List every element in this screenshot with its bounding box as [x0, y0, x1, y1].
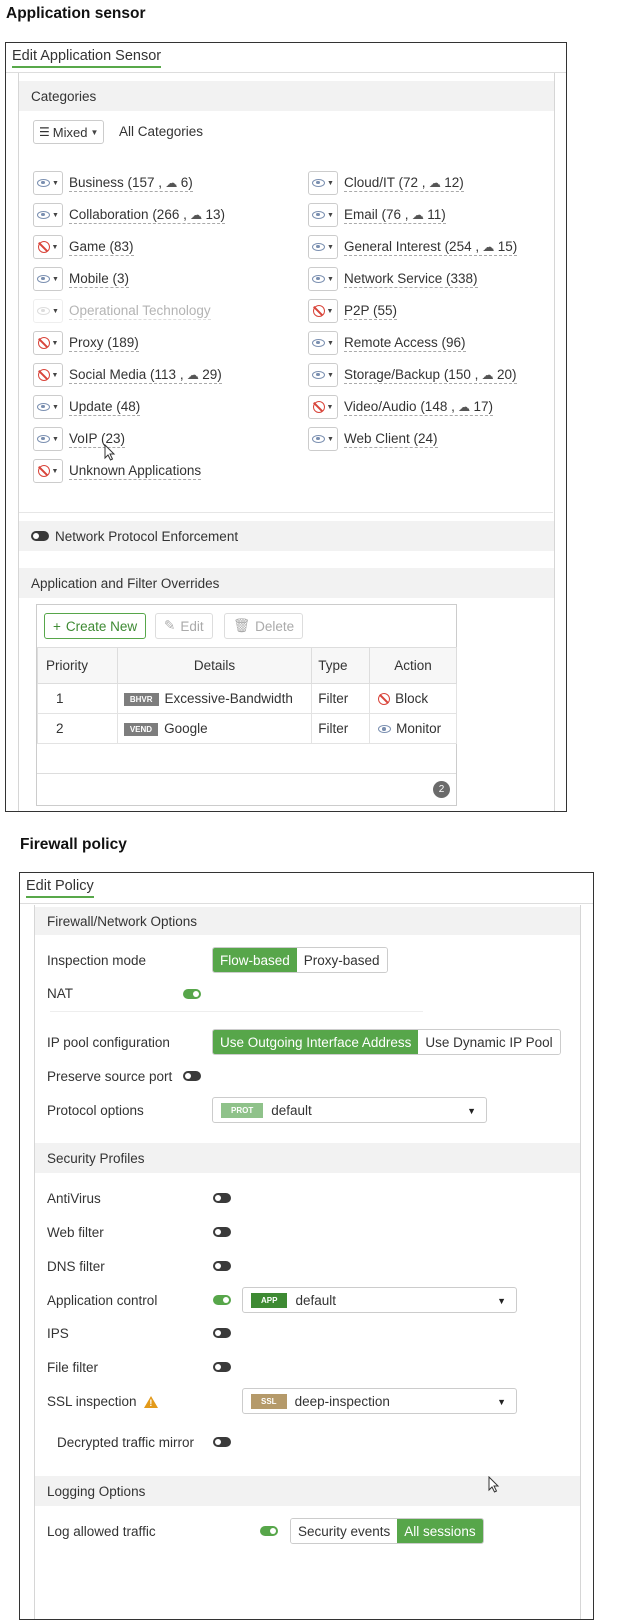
edit-button[interactable]	[155, 613, 213, 639]
category-action-button[interactable]	[308, 299, 338, 323]
overrides-header: Application and Filter Overrides	[19, 568, 554, 598]
protocol-options-value: default	[271, 1102, 312, 1118]
category-action-button[interactable]	[33, 363, 63, 387]
category-action-button[interactable]	[33, 427, 63, 451]
cloud-icon: ☁	[479, 239, 498, 254]
logging-options-header: Logging Options	[35, 1476, 580, 1506]
block-icon	[38, 337, 50, 349]
cloud-icon: ☁	[478, 367, 498, 382]
cloud-count: 13)	[205, 206, 226, 222]
category-label[interactable]	[69, 463, 201, 480]
cloud-count: 17)	[473, 398, 494, 414]
panel-right-rail	[554, 73, 555, 811]
column-header[interactable]: Type	[312, 648, 370, 684]
category-action-button[interactable]	[33, 395, 63, 419]
details-cell	[117, 714, 311, 744]
chevron-down-icon: ▼	[497, 1397, 506, 1407]
action-text: Monitor	[396, 721, 442, 736]
firewall-network-options-header: Firewall/Network Options	[35, 907, 580, 935]
category-name: Business	[69, 174, 124, 190]
category-item	[308, 171, 464, 195]
monitor-icon	[378, 725, 391, 733]
category-count: (113 ,	[146, 366, 184, 382]
monitor-icon	[312, 211, 325, 219]
priority-cell: 1	[38, 684, 118, 714]
category-action-button[interactable]	[308, 235, 338, 259]
dynamic-ip-pool-option[interactable]: Use Dynamic IP Pool	[418, 1030, 559, 1054]
chevron-down-icon: ▼	[52, 211, 59, 219]
category-label[interactable]	[69, 239, 134, 256]
overrides-table-frame	[36, 604, 457, 806]
chevron-down-icon: ▼	[51, 339, 59, 347]
block-icon	[38, 369, 50, 381]
category-label[interactable]	[69, 431, 125, 448]
cloud-icon: ☁	[162, 175, 181, 190]
table-row[interactable]	[38, 714, 457, 744]
title-divider	[6, 72, 566, 73]
monitor-icon	[37, 179, 50, 187]
category-count: (24)	[409, 430, 438, 446]
category-action-button[interactable]	[308, 203, 338, 227]
mixed-label: Mixed	[52, 124, 88, 140]
action-text: Block	[395, 691, 429, 706]
decrypted-traffic-mirror-label: Decrypted traffic mirror	[57, 1435, 195, 1450]
proxy-based-option[interactable]: Proxy-based	[297, 948, 387, 972]
npe-divider	[19, 512, 553, 513]
ip-pool-label: IP pool configuration	[47, 1035, 170, 1050]
category-item	[308, 299, 397, 323]
category-label[interactable]	[69, 303, 211, 320]
category-name: Operational Technology	[69, 302, 211, 318]
panel-left-rail	[18, 73, 19, 811]
category-action-button[interactable]	[308, 363, 338, 387]
table-footer-divider	[37, 773, 456, 774]
block-icon	[313, 401, 325, 413]
category-item	[308, 203, 446, 227]
category-name: Video/Audio	[344, 398, 417, 414]
cloud-icon: ☁	[186, 207, 206, 222]
protocol-options-label: Protocol options	[47, 1103, 144, 1118]
category-count: (148 ,	[416, 398, 455, 414]
category-label[interactable]	[69, 207, 225, 224]
application-control-select[interactable]	[242, 1287, 517, 1313]
log-allowed-traffic-toggle[interactable]	[260, 1526, 278, 1536]
category-action-button[interactable]	[308, 171, 338, 195]
category-action-button[interactable]	[308, 395, 338, 419]
web-filter-toggle[interactable]	[213, 1227, 231, 1237]
category-name: Social Media	[69, 366, 147, 382]
monitor-icon	[37, 211, 50, 219]
mouse-cursor-icon	[104, 444, 116, 462]
category-count: (76 ,	[377, 206, 409, 222]
category-count: (266 ,	[148, 206, 187, 222]
monitor-icon	[312, 179, 325, 187]
chevron-down-icon: ▼	[51, 467, 59, 475]
overrides-table	[37, 647, 457, 744]
panel-right-rail	[580, 905, 581, 1619]
category-label[interactable]	[344, 431, 438, 448]
cloud-count: 6)	[180, 174, 193, 190]
category-action-button[interactable]	[308, 427, 338, 451]
vendor-tag: VEND	[124, 723, 158, 736]
chevron-down-icon: ▼	[327, 435, 334, 443]
category-item	[308, 267, 478, 291]
category-name: VoIP	[69, 430, 98, 446]
category-label[interactable]	[69, 335, 139, 352]
chevron-down-icon: ▼	[327, 243, 334, 251]
chevron-down-icon: ▼	[90, 127, 99, 137]
nat-divider	[50, 1011, 423, 1012]
web-filter-label: Web filter	[47, 1225, 104, 1240]
chevron-down-icon: ▼	[52, 275, 59, 283]
mouse-cursor-icon	[488, 1476, 500, 1494]
cloud-count: 11)	[427, 206, 446, 222]
preserve-source-port-label: Preserve source port	[47, 1069, 173, 1084]
chevron-down-icon: ▼	[327, 339, 334, 347]
table-row[interactable]	[38, 684, 457, 714]
category-name: Cloud/IT	[344, 174, 395, 190]
layers-icon: ☰	[39, 125, 50, 139]
monitor-icon	[37, 403, 50, 411]
category-name: Proxy	[69, 334, 104, 350]
behavior-tag: BHVR	[124, 693, 159, 706]
network-protocol-enforcement-row	[19, 521, 554, 551]
chevron-down-icon: ▼	[51, 243, 59, 251]
category-count: (48)	[112, 398, 141, 414]
ssl-inspection-label	[47, 1394, 158, 1409]
type-cell: Filter	[312, 684, 370, 714]
block-icon	[313, 305, 325, 317]
column-header[interactable]: Details	[117, 648, 311, 684]
cloud-icon: ☁	[425, 175, 445, 190]
chevron-down-icon: ▼	[51, 371, 59, 379]
chevron-down-icon: ▼	[497, 1296, 506, 1306]
category-label[interactable]	[69, 175, 193, 192]
block-icon	[38, 241, 50, 253]
category-item	[33, 363, 222, 387]
category-item	[308, 235, 517, 259]
chevron-down-icon: ▼	[467, 1106, 476, 1116]
npe-label: Network Protocol Enforcement	[55, 528, 239, 544]
ssl-tag: SSL	[251, 1394, 287, 1409]
category-item	[33, 331, 139, 355]
antivirus-toggle[interactable]	[213, 1193, 231, 1203]
chevron-down-icon: ▼	[326, 307, 334, 315]
category-item	[33, 459, 201, 483]
ip-pool-switch	[212, 1029, 561, 1055]
category-name: Collaboration	[69, 206, 149, 222]
ssl-inspection-text: SSL inspection	[47, 1394, 137, 1409]
category-item	[33, 235, 134, 259]
category-item	[33, 267, 129, 291]
block-icon	[378, 693, 390, 705]
action-cell	[370, 684, 457, 714]
firewall-policy-heading: Firewall policy	[20, 836, 127, 853]
preserve-source-port-toggle[interactable]	[183, 1071, 201, 1081]
category-label[interactable]	[344, 335, 466, 352]
category-action-button[interactable]	[308, 267, 338, 291]
create-new-button[interactable]	[44, 613, 146, 639]
chevron-down-icon: ▼	[327, 211, 334, 219]
category-item	[33, 171, 193, 195]
antivirus-label: AntiVirus	[47, 1191, 101, 1206]
category-count: (72 ,	[394, 174, 426, 190]
details-text: Google	[164, 721, 208, 736]
chevron-down-icon: ▼	[52, 179, 59, 187]
category-label[interactable]	[344, 239, 517, 256]
monitor-icon	[37, 275, 50, 283]
row-count-badge: 2	[433, 781, 450, 798]
mixed-action-button[interactable]	[33, 120, 104, 144]
category-label[interactable]	[69, 399, 140, 416]
ssl-inspection-value: deep-inspection	[294, 1393, 390, 1409]
category-item	[308, 331, 466, 355]
category-count: (3)	[108, 270, 130, 286]
category-name: General Interest	[344, 238, 441, 254]
category-count: (189)	[103, 334, 139, 350]
category-count: (83)	[105, 238, 134, 254]
cloud-count: 15)	[497, 238, 518, 254]
cloud-count: 20)	[497, 366, 517, 382]
table-header-row	[38, 648, 457, 684]
category-label[interactable]	[344, 367, 517, 384]
flow-based-option[interactable]: Flow-based	[213, 948, 297, 972]
chevron-down-icon: ▼	[327, 275, 334, 283]
category-label[interactable]	[69, 367, 222, 384]
category-label[interactable]	[344, 303, 397, 320]
application-control-value: default	[295, 1292, 336, 1308]
edit-policy-window	[19, 872, 594, 1620]
chevron-down-icon: ▼	[52, 307, 59, 315]
file-filter-label: File filter	[47, 1360, 99, 1375]
category-action-button[interactable]	[33, 459, 63, 483]
category-count: (150 ,	[440, 366, 479, 382]
category-count: (338)	[442, 270, 478, 286]
category-name: Storage/Backup	[344, 366, 441, 382]
pencil-icon: ✎	[164, 618, 176, 633]
security-events-option[interactable]: Security events	[291, 1519, 397, 1543]
category-label[interactable]	[69, 271, 129, 288]
category-action-button[interactable]	[33, 331, 63, 355]
category-count: (254 ,	[440, 238, 480, 254]
chevron-down-icon: ▼	[327, 179, 334, 187]
type-cell: Filter	[312, 714, 370, 744]
category-item	[33, 395, 140, 419]
category-item	[33, 299, 211, 323]
category-count: (55)	[369, 302, 398, 318]
category-item	[308, 427, 438, 451]
category-name: Unknown Applications	[69, 462, 202, 478]
npe-toggle[interactable]	[31, 531, 49, 541]
prot-tag: PROT	[221, 1103, 263, 1118]
details-text: Excessive-Bandwidth	[164, 691, 293, 706]
ips-label: IPS	[47, 1326, 69, 1341]
category-name: Network Service	[344, 270, 443, 286]
inspection-mode-switch	[212, 947, 388, 973]
category-name: Email	[344, 206, 378, 222]
monitor-icon	[312, 435, 325, 443]
file-filter-toggle[interactable]	[213, 1362, 231, 1372]
delete-button[interactable]	[224, 613, 303, 639]
chevron-down-icon: ▼	[327, 371, 334, 379]
category-label[interactable]	[344, 271, 478, 288]
protocol-options-select[interactable]	[212, 1097, 487, 1123]
category-action-button[interactable]	[33, 299, 63, 323]
monitor-icon	[312, 371, 325, 379]
cloud-icon: ☁	[183, 367, 203, 382]
category-label[interactable]	[344, 175, 464, 192]
application-control-toggle[interactable]	[213, 1295, 231, 1305]
nat-toggle[interactable]	[183, 989, 201, 999]
dns-filter-label: DNS filter	[47, 1259, 105, 1274]
monitor-icon	[37, 435, 50, 443]
monitor-icon	[312, 339, 325, 347]
log-allowed-traffic-switch	[290, 1518, 484, 1544]
warning-icon: !	[144, 1396, 158, 1408]
all-categories-label: All Categories	[119, 124, 204, 139]
category-count: (157 ,	[123, 174, 163, 190]
monitor-icon	[312, 243, 325, 251]
delete-label: Delete	[255, 618, 295, 634]
category-name: P2P	[344, 302, 370, 318]
cloud-count: 29)	[202, 366, 222, 382]
ips-toggle[interactable]	[213, 1328, 231, 1338]
category-label[interactable]	[344, 207, 446, 224]
category-label[interactable]	[344, 399, 493, 416]
cloud-icon: ☁	[454, 399, 474, 414]
edit-policy-title: Edit Policy	[26, 878, 94, 898]
create-new-label: Create New	[65, 618, 138, 634]
all-sessions-option[interactable]: All sessions	[397, 1519, 482, 1543]
security-profiles-header: Security Profiles	[35, 1143, 580, 1173]
plus-icon: +	[53, 618, 61, 634]
application-control-label: Application control	[47, 1293, 158, 1308]
edit-label: Edit	[180, 618, 204, 634]
category-count: (96)	[437, 334, 466, 350]
action-cell	[370, 714, 457, 744]
category-action-button[interactable]	[33, 267, 63, 291]
edit-application-sensor-title: Edit Application Sensor	[12, 48, 161, 68]
application-sensor-heading: Application sensor	[6, 5, 146, 22]
ssl-inspection-select[interactable]	[242, 1388, 517, 1414]
trash-icon: 🗑	[233, 618, 251, 633]
decrypted-traffic-mirror-toggle[interactable]	[213, 1437, 231, 1447]
category-action-button[interactable]	[33, 171, 63, 195]
category-item	[308, 395, 493, 419]
block-icon	[38, 465, 50, 477]
panel-left-rail	[34, 905, 35, 1619]
chevron-down-icon: ▼	[52, 403, 59, 411]
nat-label: NAT	[47, 986, 73, 1001]
column-header[interactable]: Action	[370, 648, 457, 684]
edit-application-sensor-window	[5, 42, 567, 812]
category-name: Game	[69, 238, 106, 254]
categories-header: Categories	[19, 81, 554, 111]
chevron-down-icon: ▼	[326, 403, 334, 411]
chevron-down-icon: ▼	[52, 435, 59, 443]
outgoing-interface-option[interactable]: Use Outgoing Interface Address	[213, 1030, 418, 1054]
category-count: (23)	[97, 430, 126, 446]
log-allowed-traffic-label: Log allowed traffic	[47, 1524, 156, 1539]
priority-cell: 2	[38, 714, 118, 744]
cloud-icon: ☁	[408, 207, 428, 222]
title-divider	[20, 903, 593, 904]
category-name: Remote Access	[344, 334, 438, 350]
inspection-mode-label: Inspection mode	[47, 953, 147, 968]
category-action-button[interactable]	[33, 235, 63, 259]
category-name: Web Client	[344, 430, 410, 446]
details-cell	[117, 684, 311, 714]
monitor-icon	[312, 275, 325, 283]
app-tag: APP	[251, 1293, 287, 1308]
monitor-icon	[37, 307, 50, 315]
column-header[interactable]: Priority	[38, 648, 118, 684]
category-item	[33, 203, 225, 227]
category-name: Mobile	[69, 270, 109, 286]
category-item	[308, 363, 517, 387]
category-action-button[interactable]	[33, 203, 63, 227]
category-action-button[interactable]	[308, 331, 338, 355]
dns-filter-toggle[interactable]	[213, 1261, 231, 1271]
category-name: Update	[69, 398, 113, 414]
cloud-count: 12)	[444, 174, 464, 190]
